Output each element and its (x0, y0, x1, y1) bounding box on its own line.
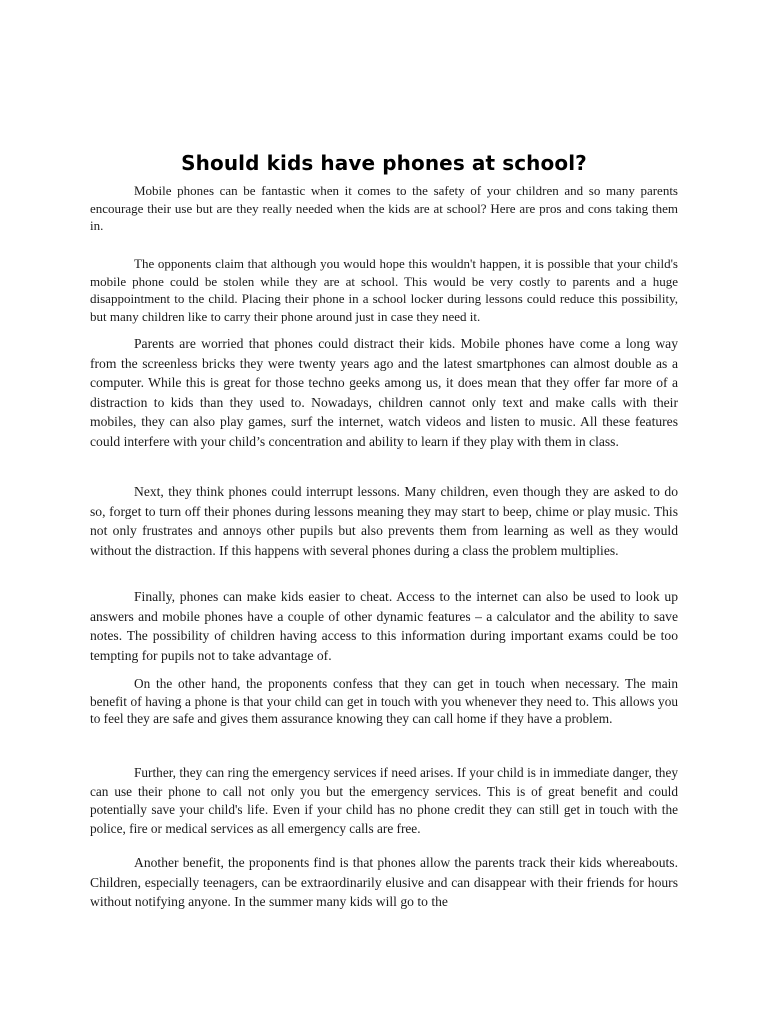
paragraph-interrupt-lessons: Next, they think phones could interrupt lessons. Many children, even though they are asked to do so, forget to turn off their phones during lessons meaning they may start to beep, chime or play music. This not only frustrates and annoys other pupils but also prevents them from learning as well as they would without the distraction. If this happens with several phones during a class the problem multiplies. (90, 484, 678, 558)
paragraph-get-in-touch: On the other hand, the proponents confess that they can get in touch when necessary. The main benefit of having a phone is that your child can get in touch with you whenever they need to. This allows you to feel they are safe and gives them assurance knowing they can call home if they have a problem. (90, 676, 678, 726)
paragraph-whereabouts: Another benefit, the proponents find is that phones allow the parents track their kids whereabouts. Children, especially teenagers, can be extraordinarily elusive and can disappear with their friends for hours without notifying anyone. In the summer many kids will go to the (90, 855, 678, 909)
paragraph-emergency: Further, they can ring the emergency services if need arises. If your child is in immediate danger, they can use their phone to call not only you but the emergency services. This is of great benefit and could potentially save your child's life. Even if your child has no phone credit they can still get in touch with the police, fire or medical services as all emergency calls are free. (90, 765, 678, 836)
paragraph-theft: The opponents claim that although you would hope this wouldn't happen, it is possible that your child's mobile phone could be stolen while they are at school. This would be very costly to parents and a huge disappointment to the child. Placing their phone in a school locker during lessons could reduce this possibility, but many children like to carry their phone around just in case they need it. (90, 256, 678, 324)
paragraph-intro: Mobile phones can be fantastic when it comes to the safety of your children and so many parents encourage their use but are they really needed when the kids are at school? Here are pros and cons taking them in. (90, 183, 678, 233)
paragraph-cheating: Finally, phones can make kids easier to cheat. Access to the internet can also be used to look up answers and mobile phones have a couple of other dynamic features – a calculator and the ability to save notes. The possibility of children having access to this information during important exams could be too tempting for pupils not to take advantage of. (90, 589, 678, 663)
page-title: Should kids have phones at school? (181, 151, 587, 175)
paragraph-distraction: Parents are worried that phones could distract their kids. Mobile phones have come a long way from the screenless bricks they were twenty years ago and the latest smartphones can almost double as a computer. While this is great for those techno geeks among us, it does mean that they offer far more of a distraction to kids than they used to. Nowadays, children cannot only text and make calls with their mobiles, they can also play games, surf the internet, watch videos and listen to music. All these features could interfere with your child’s concentration and ability to learn if they play with them in class. (90, 336, 678, 449)
